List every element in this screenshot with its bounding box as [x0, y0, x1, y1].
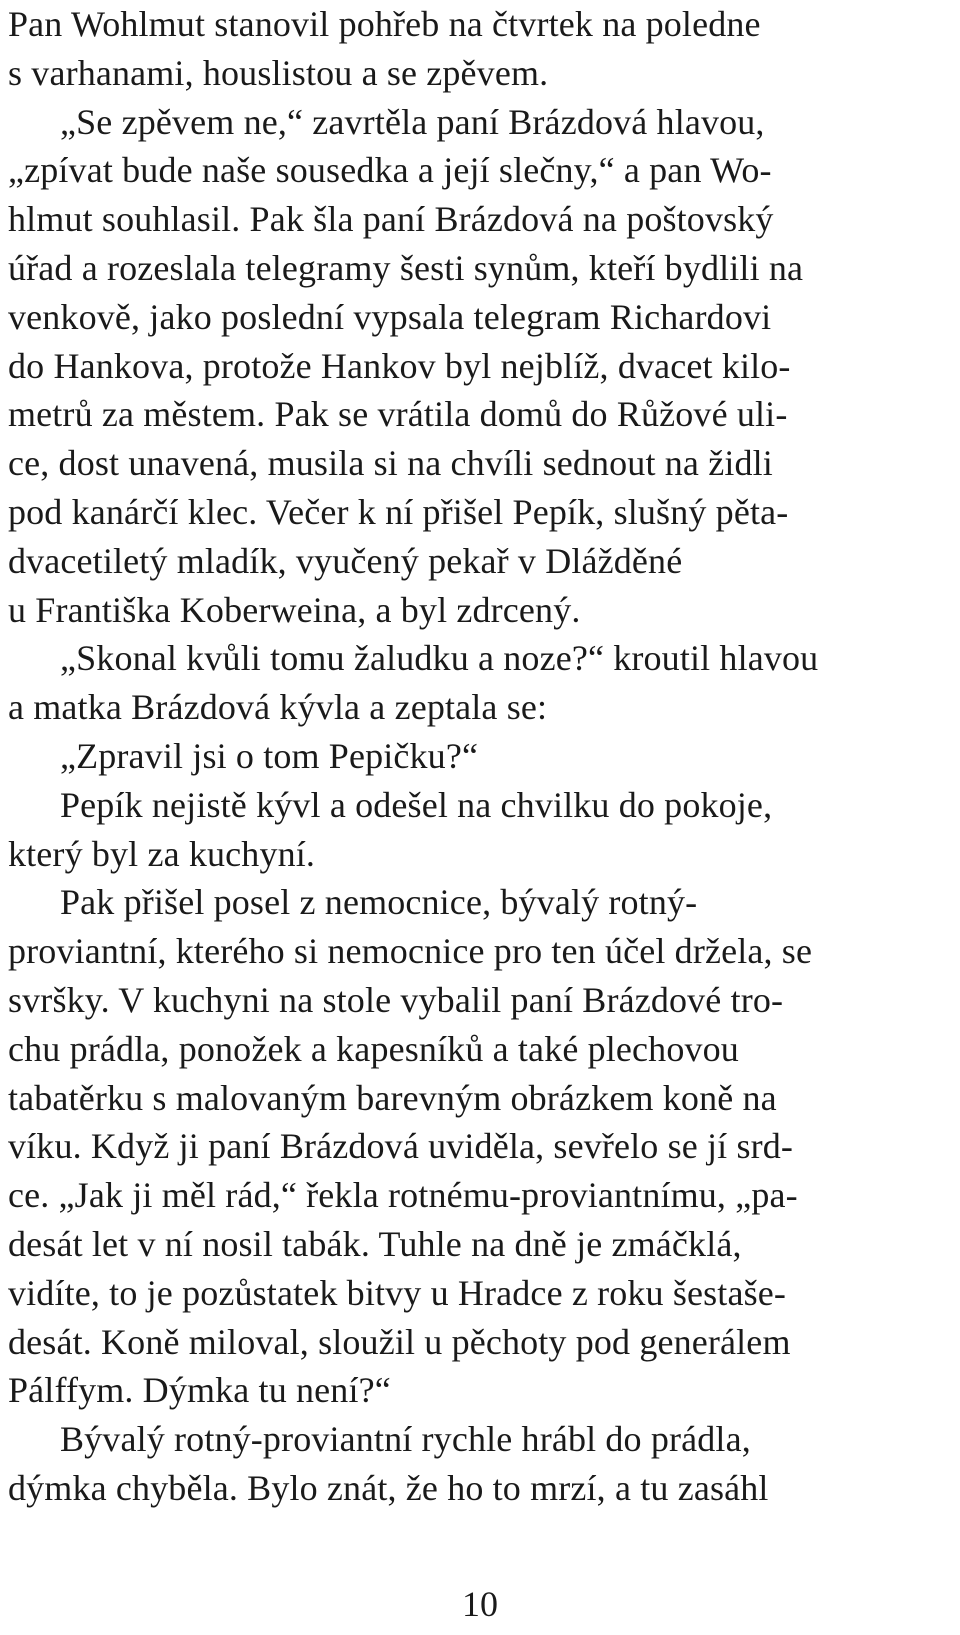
text-line: Pan Wohlmut stanovil pohřeb na čtvrtek na poledne: [8, 4, 761, 44]
text-line: Pepík nejistě kývl a odešel na chvilku do pokoje,: [60, 784, 773, 825]
text-line: u Františka Koberweina, a byl zdrcený.: [8, 589, 581, 630]
text-line: s varhanami, houslistou a se zpěvem.: [8, 52, 549, 93]
text-line: Pak přišel posel z nemocnice, bývalý rotný-: [60, 882, 698, 923]
text-line: proviantní, kterého si nemocnice pro ten účel držela, se: [8, 931, 813, 972]
text-line: metrů za městem. Pak se vrátila domů do Růžové uli-: [8, 394, 788, 435]
text-line: „Skonal kvůli tomu žaludku a noze?“ kroutil hlavou: [60, 638, 819, 679]
text-line: ce. „Jak ji měl rád,“ řekla rotnému-proviantnímu, „pa-: [8, 1175, 798, 1216]
text-line: ce, dost unavená, musila si na chvíli sednout na židli: [8, 443, 773, 484]
text-line: desát. Koně miloval, sloužil u pěchoty pod generálem: [8, 1321, 791, 1362]
text-line: dýmka chyběla. Bylo znát, že ho to mrzí, a tu zasáhl: [8, 1467, 769, 1508]
text-line: venkově, jako poslední vypsala telegram Richardovi: [8, 296, 772, 337]
text-line: pod kanárčí klec. Večer k ní přišel Pepík, slušný pěta-: [8, 491, 789, 532]
page-number: 10: [462, 1584, 498, 1624]
text-line: který byl za kuchyní.: [8, 833, 316, 874]
text-line: a matka Brázdová kývla a zeptala se:: [8, 687, 548, 728]
text-line: úřad a rozeslala telegramy šesti synům, kteří bydlili na: [8, 247, 804, 288]
text-line: chu prádla, ponožek a kapesníků a také plechovou: [8, 1028, 739, 1069]
body-text: [8, 0, 953, 1513]
text-line: víku. Když ji paní Brázdová uviděla, sevřelo se jí srd-: [8, 1126, 794, 1167]
text-line: „Zpravil jsi o tom Pepičku?“: [60, 735, 479, 776]
text-line: „Se zpěvem ne,“ zavrtěla paní Brázdová hlavou,: [60, 101, 765, 142]
text-line: Bývalý rotný-proviantní rychle hrábl do prádla,: [60, 1419, 751, 1460]
text-line: desát let v ní nosil tabák. Tuhle na dně je zmáčklá,: [8, 1223, 742, 1264]
text-line: vidíte, to je pozůstatek bitvy u Hradce z roku šestaše-: [8, 1272, 787, 1313]
text-line: tabatěrku s malovaným barevným obrázkem koně na: [8, 1077, 777, 1118]
text-line: hlmut souhlasil. Pak šla paní Brázdová na poštovský: [8, 199, 774, 240]
text-line: Pálffym. Dýmka tu není?“: [8, 1370, 391, 1411]
text-line: svršky. V kuchyni na stole vybalil paní Brázdové tro-: [8, 979, 784, 1020]
text-line: do Hankova, protože Hankov byl nejblíž, dvacet kilo-: [8, 345, 791, 386]
text-line: „zpívat bude naše sousedka a její slečny,“ a pan Wo-: [8, 150, 772, 191]
text-line: dvacetiletý mladík, vyučený pekař v Dlážděné: [8, 540, 683, 581]
